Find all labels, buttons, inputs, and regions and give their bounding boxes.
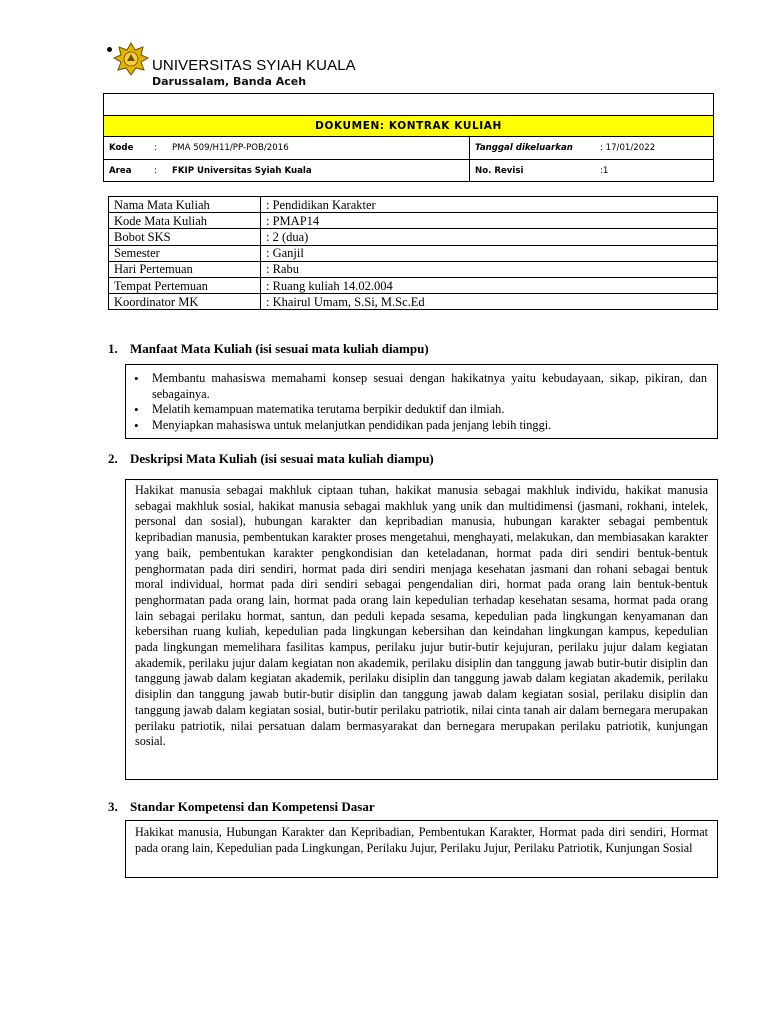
kode-colon: : xyxy=(154,143,157,153)
table-row xyxy=(109,261,718,277)
meta-row-kode xyxy=(104,136,713,159)
area-label: Area xyxy=(109,166,132,176)
info-value: : Khairul Umam, S.Si, M.Sc.Ed xyxy=(261,294,718,310)
revisi-label: No. Revisi xyxy=(475,166,524,176)
meta-row-area xyxy=(104,159,713,182)
section-heading-manfaat xyxy=(108,341,429,357)
table-row xyxy=(109,213,718,229)
list-item: • Membantu mahasiswa memahami konsep sesuai dengan hakikatnya yaitu kebudayaan, sikap, pikiran, dan sebagainya. xyxy=(134,371,707,402)
info-value: : 2 (dua) xyxy=(261,229,718,245)
section-title: Deskripsi Mata Kuliah (isi sesuai mata kuliah diampu) xyxy=(130,451,434,466)
table-row xyxy=(109,229,718,245)
section-title: Standar Kompetensi dan Kompetensi Dasar xyxy=(130,799,375,814)
list-item: • Menyiapkan mahasiswa untuk melanjutkan pendidikan pada jenjang lebih tinggi. xyxy=(134,418,707,434)
university-name: UNIVERSITAS SYIAH KUALA xyxy=(152,57,356,74)
document-header-box xyxy=(103,93,714,182)
section-number: 2. xyxy=(108,451,118,466)
info-label: Koordinator MK xyxy=(109,294,261,310)
info-value: : Ganjil xyxy=(261,245,718,261)
table-row xyxy=(109,294,718,310)
table-row xyxy=(109,197,718,213)
info-value: : Pendidikan Karakter xyxy=(261,197,718,213)
info-label: Nama Mata Kuliah xyxy=(109,197,261,213)
kompetensi-box: Hakikat manusia, Hubungan Karakter dan Kepribadian, Pembentukan Karakter, Hormat pada diri sendiri, Hormat pada orang lain, Kepedulian pada Lingkungan, Perilaku Jujur, Perilaku Jujur, Perilaku Patriotik, Kunjungan Sosial xyxy=(125,820,718,878)
info-label: Tempat Pertemuan xyxy=(109,277,261,293)
course-info-table xyxy=(108,196,718,310)
kode-value: PMA 509/H11/PP-POB/2016 xyxy=(172,143,289,153)
info-label: Semester xyxy=(109,245,261,261)
info-label: Bobot SKS xyxy=(109,229,261,245)
info-value: : Rabu xyxy=(261,261,718,277)
section-heading-kompetensi xyxy=(108,799,375,815)
manfaat-list xyxy=(134,371,707,433)
section-heading-deskripsi xyxy=(108,451,434,467)
revisi-value: :1 xyxy=(600,166,609,176)
info-value: : Ruang kuliah 14.02.004 xyxy=(261,277,718,293)
list-item: • Melatih kemampuan matematika terutama berpikir deduktif dan ilmiah. xyxy=(134,402,707,418)
tanggal-value: : 17/01/2022 xyxy=(600,143,656,153)
info-label: Hari Pertemuan xyxy=(109,261,261,277)
section-title: Manfaat Mata Kuliah (isi sesuai mata kuliah diampu) xyxy=(130,341,429,356)
section-number: 3. xyxy=(108,799,118,814)
manfaat-box xyxy=(125,364,718,439)
deskripsi-box: Hakikat manusia sebagai makhluk ciptaan tuhan, hakikat manusia sebagai makhluk individu, hakikat manusia sebagai makhluk sosial, hakikat manusia sebagai makhluk yang unik dan multidimensi (jasmani, rokhani, intelek, personal dan sosial), hubungan karakter dan kepribadian manusia, hubungan karakter sebagai pembentuk kepribadian manusia, pembentukan karakter proses mengetahui, menghayati, melakukan, dan membiasakan karakter yang baik, pembentukan karakter pengkondisian dan keteladanan, hormat pada diri sendiri bentuk-bentuk penghormatan pada diri sendiri, hormat pada diri sendiri menjaga kesehatan jasmani dan rohani sebagai bentuk moral individual, hormat pada diri sendiri sebagai pengendalian diri, hormat pada orang lain bentuk-bentuk penghormatan pada orang lain, hormat pada orang lain kepedulian terhadap kesehatan sesama, hormat pada orang lain sebagai perilaku hormat, santun, dan peduli kepada sesama, kepedulian pada lingkungan kenyamanan dan kebersihan ruang kuliah, kepedulian pada lingkungan kebersihan dan keindahan lingkungan kampus, kepedulian pada lingkungan memelihara fasilitas kampus, perilaku jujur butir-butir kejujuran, perilaku jujur dalam kegiatan akademik, perilaku jujur dalam kegiatan non akademik, perilaku disiplin dan tanggung jawab butir-butir disiplin dan tanggung jawab dalam kegiatan akademik, perilaku disiplin dan tanggung jawab dalam kegiatan akademik, perilaku disiplin dan tanggung jawab butir-butir disiplin dan tanggung jawab dalam kegiatan sosial, perilaku disiplin dan tanggung jawab dalam kegiatan sosial, butir-butir perilaku patriotik, nilai cinta tanah air dalam bernegara merupakan perilaku patriotik, nilai persatuan dalam bermasyarakat dan bernegara merupakan perilaku patriotik, kunjungan sosial. xyxy=(125,479,718,780)
university-address: Darussalam, Banda Aceh xyxy=(152,75,307,88)
table-row xyxy=(109,277,718,293)
document-title: DOKUMEN: KONTRAK KULIAH xyxy=(104,115,713,136)
info-label: Kode Mata Kuliah xyxy=(109,213,261,229)
unsyiah-logo-icon xyxy=(113,42,149,76)
bullet-dot-decoration xyxy=(107,47,112,52)
area-colon: : xyxy=(154,166,157,176)
kode-label: Kode xyxy=(109,143,134,153)
tanggal-label: Tanggal dikeluarkan xyxy=(475,143,573,153)
area-value: FKIP Universitas Syiah Kuala xyxy=(172,166,312,176)
table-row xyxy=(109,245,718,261)
info-value: : PMAP14 xyxy=(261,213,718,229)
section-number: 1. xyxy=(108,341,118,356)
